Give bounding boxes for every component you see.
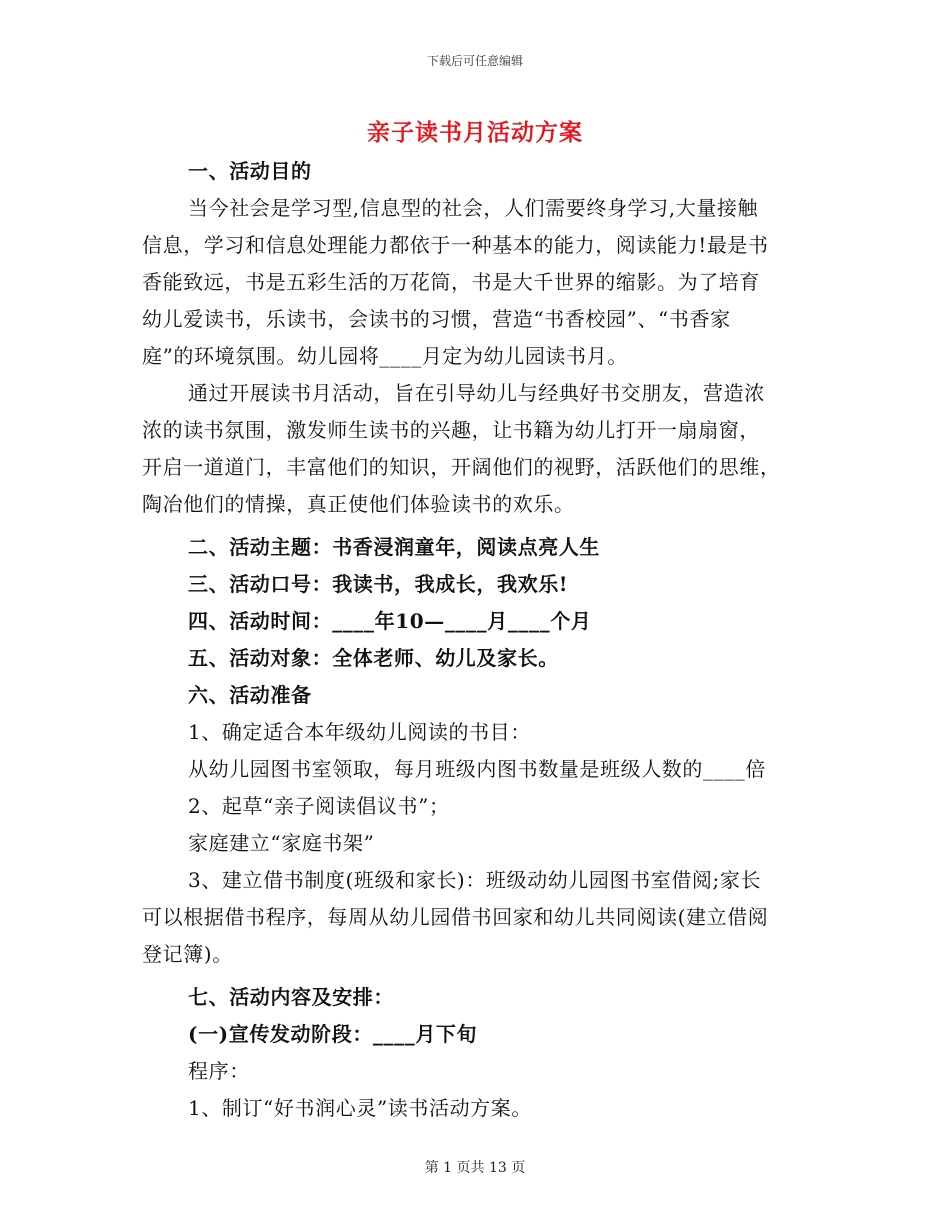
section-heading-theme: 二、活动主题：书香浸润童年，阅读点亮人生 <box>188 535 600 559</box>
document-body <box>142 153 802 1127</box>
header-note: 下载后可任意编辑 <box>426 54 523 68</box>
list-item: 1、确定适合本年级幼儿阅读的书目： <box>188 720 531 744</box>
paragraph-line: 浓的读书氛围，激发师生读书的兴趣，让书籍为幼儿打开一扇扇窗， <box>142 418 760 442</box>
paragraph-line: 香能致远，书是五彩生活的万花筒，书是大千世界的缩影。为了培育 <box>142 270 760 294</box>
page-number: 第 1 页共 13 页 <box>424 1160 526 1176</box>
paragraph-line: 程序： <box>188 1059 250 1083</box>
section-heading-content: 七、活动内容及安排： <box>188 985 394 1009</box>
section-heading-time: 四、活动时间：____年10—____月____个月 <box>188 609 592 633</box>
list-item: 家庭建立“家庭书架” <box>188 831 375 855</box>
list-item: 3、建立借书制度(班级和家长)：班级动幼儿园图书室借阅;家长 <box>188 868 762 892</box>
paragraph-line: 登记簿)。 <box>142 942 233 966</box>
paragraph-line: 陶冶他们的情操，真正使他们体验读书的欢乐。 <box>142 492 575 516</box>
paragraph-line: 信息，学习和信息处理能力都依于一种基本的能力，阅读能力!最是书 <box>142 233 769 257</box>
list-item: 1、制订“好书润心灵”读书活动方案。 <box>188 1096 532 1120</box>
section-heading-preparation: 六、活动准备 <box>188 683 312 707</box>
list-item: 从幼儿园图书室领取，每月班级内图书数量是班级人数的____倍 <box>188 757 766 781</box>
paragraph-line: 通过开展读书月活动，旨在引导幼儿与经典好书交朋友，营造浓 <box>188 381 765 405</box>
paragraph-line: 当今社会是学习型,信息型的社会，人们需要终身学习,大量接触 <box>188 196 759 220</box>
section-heading-audience: 五、活动对象：全体老师、幼儿及家长。 <box>188 646 559 670</box>
paragraph-line: 开启一道道门，丰富他们的知识，开阔他们的视野，活跃他们的思维， <box>142 455 781 479</box>
section-heading-purpose: 一、活动目的 <box>188 159 312 183</box>
paragraph-line: 幼儿爱读书，乐读书，会读书的习惯，营造“书香校园”、“书香家 <box>142 307 731 331</box>
paragraph-line: 庭”的环境氛围。幼儿园将____月定为幼儿园读书月。 <box>142 344 628 368</box>
list-item: 2、起草“亲子阅读倡议书”； <box>188 794 450 818</box>
subsection-heading: (一)宣传发动阶段：____月下旬 <box>188 1022 478 1046</box>
document-title: 亲子读书月活动方案 <box>367 119 583 146</box>
section-heading-slogan: 三、活动口号：我读书，我成长，我欢乐! <box>188 572 569 596</box>
paragraph-line: 可以根据借书程序，每周从幼儿园借书回家和幼儿共同阅读(建立借阅 <box>142 905 769 929</box>
